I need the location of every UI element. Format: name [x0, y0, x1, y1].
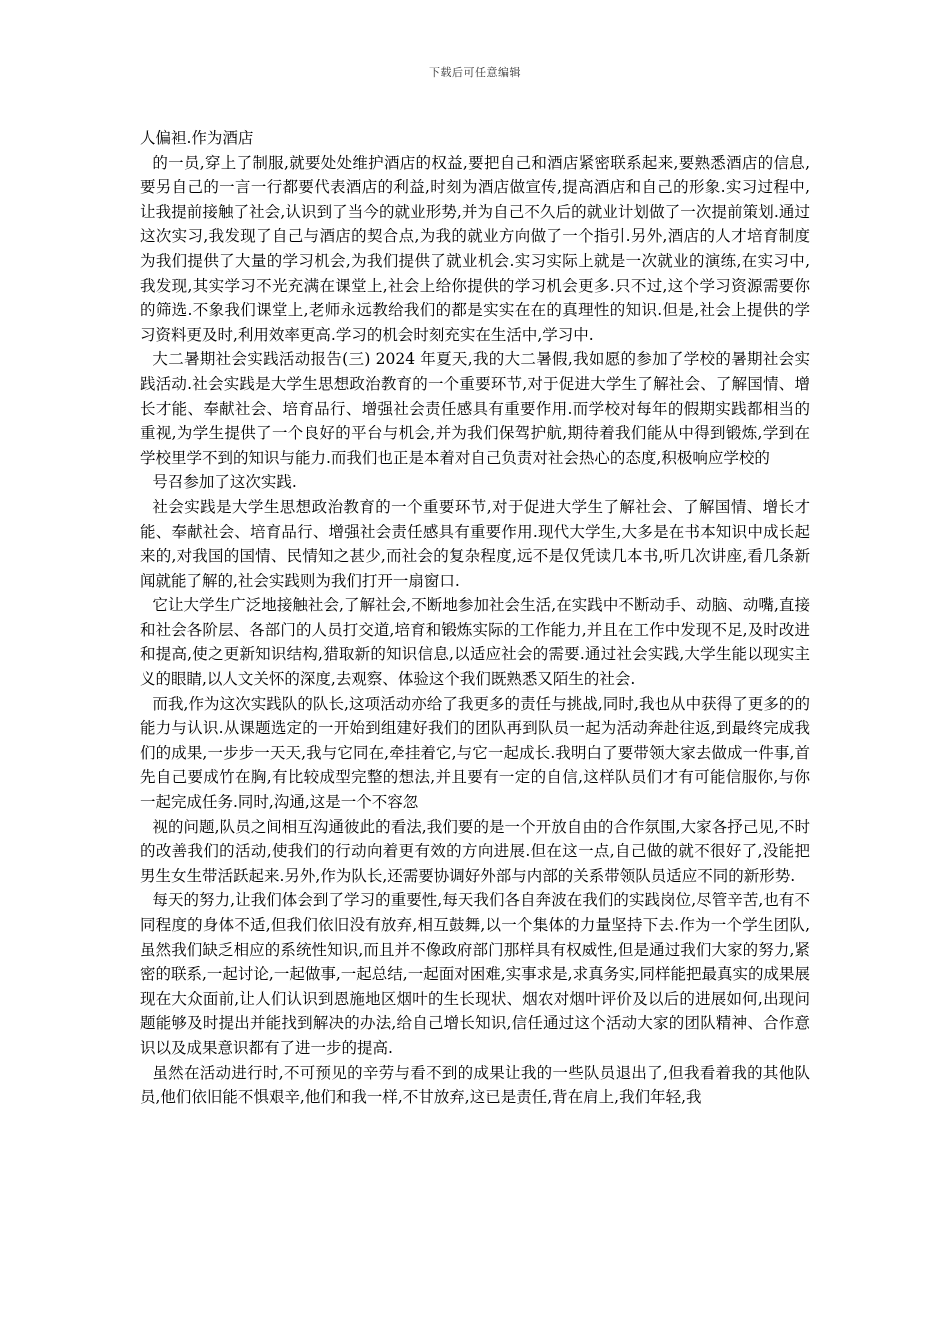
paragraph: 的一员,穿上了制服,就要处处维护酒店的权益,要把自己和酒店紧密联系起来,要熟悉酒店的信息,要另自己的一言一行都要代表酒店的利益,时刻为酒店做宣传,提高酒店和自己的形象.实习过程中,让我提前接触了社会,认识到了当今的就业形势,并为自己不久后的就业计划做了一次提前策划.通过这次实习,我发现了自己与酒店的契合点,为我的就业方向做了一个指引.另外,酒店的人才培育制度为我们提供了大量的学习机会,为我们提供了就业机会.实习实际上就是一次就业的演练,在实习中,我发现,其实学习不光充满在课堂上,社会上给你提供的学习机会更多.只不过,这个学习资源需要你的筛选.不象我们课堂上,老师永远教给我们的都是实实在在的真理性的知识.但是,社会上提供的学习资料更及时,利用效率更高.学习的机会时刻充实在生活中,学习中.: [140, 153, 810, 344]
paragraph: 虽然在活动进行时,不可预见的辛劳与看不到的成果让我的一些队员退出了,但我看着我的其他队员,他们依旧能不惧艰辛,他们和我一样,不甘放弃,这已是责任,背在肩上,我们年轻,我: [140, 1063, 810, 1107]
paragraph: 人偏袒.作为酒店: [140, 129, 254, 147]
page-header: 下载后可任意编辑: [429, 66, 521, 79]
paragraph: 视的问题,队员之间相互沟通彼此的看法,我们要的是一个开放自由的合作氛围,大家各抒己见,不时的改善我们的活动,使我们的行动向着更有效的方向进展.但在这一点,自己做的就不很好了,没能把男生女生带活跃起来.另外,作为队长,还需要协调好外部与内部的关系带领队员适应不同的新形势.: [140, 817, 810, 885]
paragraph: 而我,作为这次实践队的队长,这项活动亦给了我更多的责任与挑战,同时,我也从中获得了更多的的能力与认识.从课题选定的一开始到组建好我们的团队再到队员一起为活动奔赴往返,到最终完成我们的成果,一步步一天天,我与它同在,牵挂着它,与它一起成长.我明白了要带领大家去做成一件事,首先自己要成竹在胸,有比较成型完整的想法,并且要有一定的自信,这样队员们才有可能信服你,与你一起完成任务.同时,沟通,这是一个不容忽: [140, 694, 810, 812]
document-body: [140, 126, 810, 1110]
paragraph: 每天的努力,让我们体会到了学习的重要性,每天我们各自奔波在我们的实践岗位,尽管辛苦,也有不同程度的身体不适,但我们依旧没有放弃,相互鼓舞,以一个集体的力量坚持下去.作为一个学生团队,虽然我们缺乏相应的系统性知识,而且并不像政府部门那样具有权威性,但是通过我们大家的努力,紧密的联系,一起讨论,一起做事,一起总结,一起面对困难,实事求是,求真务实,同样能把最真实的成果展现在大众面前,让人们认识到恩施地区烟叶的生长现状、烟农对烟叶评价及以后的进展如何,出现问题能够及时提出并能找到解决的办法,给自己增长知识,信任通过这个活动大家的团队精神、合作意识以及成果意识都有了进一步的提高.: [140, 891, 810, 1057]
paragraph: 号召参加了这次实践.: [152, 473, 297, 492]
paragraph: 它让大学生广泛地接触社会,了解社会,不断地参加社会生活,在实践中不断动手、动脑、动嘴,直接和社会各阶层、各部门的人员打交道,培育和锻炼实际的工作能力,并且在工作中发现不足,及时改进和提高,使之更新知识结构,猎取新的知识信息,以适应社会的需要.通过社会实践,大学生能以现实主义的眼睛,以人文关怀的深度,去观察、体验这个我们既熟悉又陌生的社会.: [140, 596, 810, 689]
paragraph: 大二暑期社会实践活动报告(三) 2024 年夏天,我的大二暑假,我如愿的参加了学校的暑期社会实践活动.社会实践是大学生思想政治教育的一个重要环节,对于促进大学生了解社会、了解国情、增长才能、奉献社会、培育品行、增强社会责任感具有重要作用.而学校对每年的假期实践都相当的重视,为学生提供了一个良好的平台与机会,并为我们保驾护航,期待着我们能从中得到锻炼,学到在学校里学不到的知识与能力.而我们也正是本着对自己负责对社会热心的态度,积极响应学校的: [140, 350, 810, 467]
paragraph: 社会实践是大学生思想政治教育的一个重要环节,对于促进大学生了解社会、了解国情、增长才能、奉献社会、培育品行、增强社会责任感具有重要作用.现代大学生,大多是在书本知识中成长起来的,对我国的国情、民情知之甚少,而社会的复杂程度,远不是仅凭读几本书,听几次讲座,看几条新闻就能了解的,社会实践则为我们打开一扇窗口.: [140, 497, 810, 590]
